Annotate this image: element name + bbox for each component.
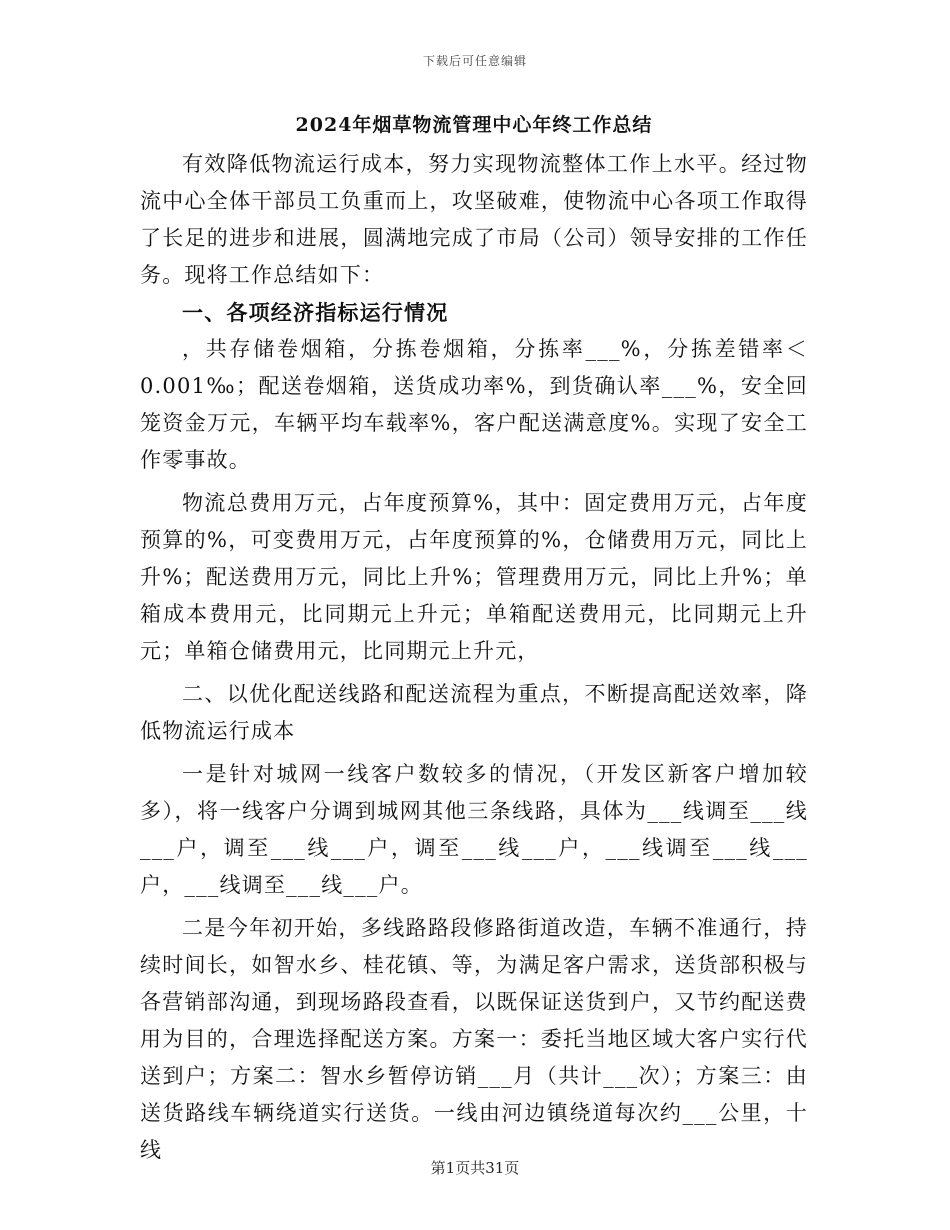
intro-paragraph: 有效降低物流运行成本，努力实现物流整体工作上水平。经过物流中心全体干部员工负重而上，攻坚破难，使物流中心各项工作取得了长足的进步和进展，圆满地完成了市局（公司）领导安排的工作任务。现将工作总结如下：	[140, 152, 808, 287]
routes-paragraph-two: 二是今年初开始，多线路路段修路街道改造，车辆不准通行，持续时间长，如智水乡、桂花镇、等，为满足客户需求，送货部积极与各营销部沟通，到现场路段查看，以既保证送货到户，又节约配送费用为目的，合理选择配送方案。方案一：委托当地区域大客户实行代送到户；方案二：智水乡暂停访销___月（共计___次）；方案三：由送货路线车辆绕道实行送货。一线由河边镇绕道每次约___公里，十线	[140, 916, 808, 1162]
document-body	[140, 110, 808, 1169]
routes-paragraph-one: 一是针对城网一线客户数较多的情况，（开发区新客户增加较多），将一线客户分调到城网其他三条线路，具体为___线调至___线___户，调至___线___户，调至___线___户，___线调至___线___户，___线调至___线___户。	[140, 762, 808, 897]
document-title: 2024年烟草物流管理中心年终工作总结	[295, 114, 653, 136]
costs-paragraph: 物流总费用万元，占年度预算%，其中：固定费用万元，占年度预算的%，可变费用万元，占年度预算的%，仓储费用万元，同比上升%；配送费用万元，同比上升%；管理费用万元，同比上升%；单箱成本费用元，比同期元上升元；单箱配送费用元，比同期元上升元；单箱仓储费用元，比同期元上升元，	[140, 491, 808, 663]
indicators-paragraph: ，共存储卷烟箱，分拣卷烟箱，分拣率___%，分拣差错率＜0.001‰；配送卷烟箱，送货成功率%，到货确认率___%，安全回笼资金万元，车辆平均车载率%，客户配送满意度%。实现了安全工作零事故。	[140, 337, 808, 472]
page-footer: 第1页共31页	[430, 1159, 520, 1177]
section-heading-routes: 二、以优化配送线路和配送流程为重点，不断提高配送效率，降低物流运行成本	[140, 682, 808, 743]
page-header: 下载后可任意编辑	[422, 54, 527, 68]
section-heading-indicators: 一、各项经济指标运行情况	[182, 300, 449, 325]
